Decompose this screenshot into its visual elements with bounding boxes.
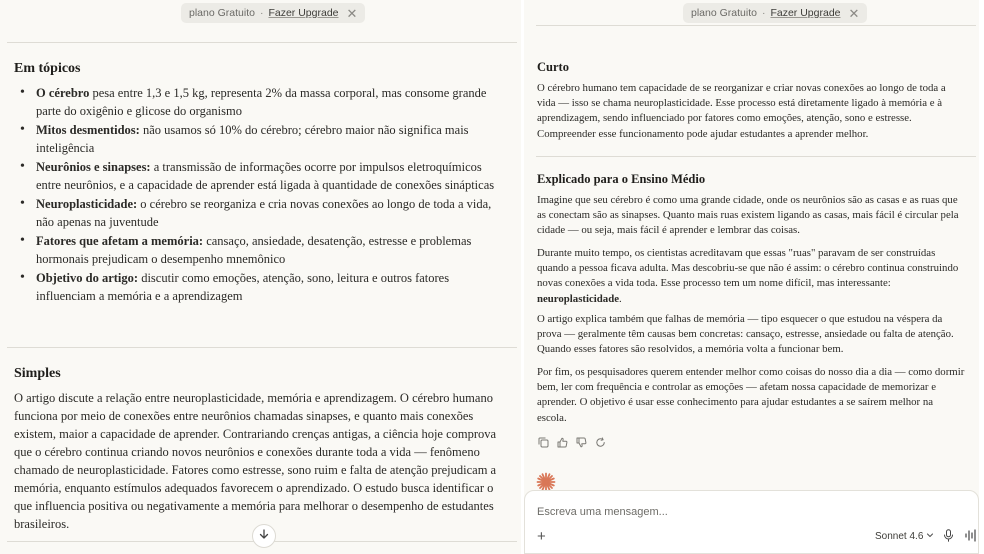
divider	[7, 42, 517, 43]
list-item	[14, 158, 509, 194]
list-item-label: O cérebro	[36, 86, 90, 100]
topics-heading: Em tópicos	[14, 61, 81, 76]
short-heading: Curto	[537, 60, 569, 74]
high-school-paragraph-4: Por fim, os pesquisadores querem entender melhor como coisas do nosso dia a dia — como dormir bem, ler com frequência e controlar as emoções — afetam nossa capacidade de memorizar e aprender. O objetivo é usar esse conhecimento para ajudar estudantes a se saírem melhor na escola.	[537, 366, 965, 424]
plan-separator: ·	[259, 7, 264, 19]
retry-icon[interactable]	[594, 436, 606, 448]
microphone-icon[interactable]	[943, 529, 954, 547]
close-icon[interactable]: ✕	[848, 5, 860, 21]
high-school-heading: Explicado para o Ensino Médio	[537, 172, 706, 186]
plus-icon[interactable]: +	[537, 528, 546, 545]
right-chat-pane	[524, 0, 979, 554]
spark-logo-icon	[536, 472, 556, 492]
divider	[7, 347, 517, 348]
simple-heading: Simples	[14, 366, 61, 381]
copy-icon[interactable]	[537, 436, 549, 448]
plan-label: plano Gratuito	[189, 7, 255, 19]
divider	[536, 156, 976, 157]
list-item-text: cansaço, ansiedade, desatenção, estresse e problemas hormonais prejudicam o desempenho mnemônico	[36, 234, 472, 266]
message-input[interactable]: Escreva uma mensagem...	[537, 506, 668, 518]
high-school-paragraph-3: O artigo explica também que falhas de memória — tipo esquecer o que estudou na véspera da prova — geralmente têm causas bem concretas: cansaço, estresse, ansiedade ou falta de atenção. Quando esses fatores são resolvidos, a memória volta a funcionar bem.	[537, 313, 954, 356]
plan-banner	[181, 3, 365, 23]
upgrade-link[interactable]: Fazer Upgrade	[770, 7, 841, 19]
list-item-label: Fatores que afetam a memória:	[36, 234, 204, 248]
divider	[536, 25, 976, 26]
window-edge	[979, 0, 984, 554]
topics-list	[14, 84, 509, 306]
list-item-text: discutir como emoções, atenção, sono, leitura e outros fatores influenciam a memória e a aprendizagem	[36, 271, 450, 303]
list-item-text: pesa entre 1,3 e 1,5 kg, representa 2% da massa corporal, mas consome grande parte do oxigênio e glicose do organismo	[36, 86, 487, 118]
list-item	[14, 121, 509, 157]
plan-separator: ·	[761, 7, 766, 19]
list-item-text: não usamos só 10% do cérebro; cérebro maior não significa mais inteligência	[36, 123, 469, 155]
list-item-label: Neuroplasticidade:	[36, 197, 138, 211]
list-item	[14, 195, 509, 231]
list-item-label: Objetivo do artigo:	[36, 271, 139, 285]
high-school-paragraph-2	[537, 246, 965, 307]
upgrade-link[interactable]: Fazer Upgrade	[268, 7, 339, 19]
message-actions	[537, 436, 606, 448]
scroll-down-button[interactable]	[252, 524, 276, 548]
list-item	[14, 269, 509, 305]
model-selector[interactable]	[875, 531, 934, 542]
paragraph-end: .	[619, 292, 622, 305]
list-item	[14, 232, 509, 268]
model-label: Sonnet 4.6	[875, 531, 924, 542]
paragraph-bold-term: neuroplasticidade	[537, 292, 619, 305]
thumbs-down-icon[interactable]	[575, 436, 587, 448]
simple-paragraph: O artigo discute a relação entre neuroplasticidade, memória e aprendizagem. O cérebro humano funciona por meio de conexões entre neurônios chamadas sinapses, e quanto mais conexões existem, maior a capacidade de aprender. Contrariando crenças antigas, a ciência hoje comprova que o cérebro continua criando novos neurônios e conexões durante toda a vida — fenômeno chamado de neuroplasticidade. Fatores como estresse, sono ruim e falta de atenção prejudicam a memória, enquanto estímulos adequados favorecem o aprendizado. O estudo busca identificar o que influencia positiva ou negativamente a memória para melhorar o desempenho de estudantes brasileiros.	[14, 391, 497, 531]
list-item	[14, 84, 509, 120]
voice-wave-icon[interactable]	[965, 529, 977, 547]
list-item-text: a transmissão de informações ocorre por impulsos eletroquímicos entre neurônios, e a capacidade de aprender está ligada à quantidade de conexões sinápticas	[36, 160, 495, 192]
arrow-down-icon	[258, 527, 270, 545]
close-icon[interactable]: ✕	[346, 5, 358, 21]
high-school-paragraph-1: Imagine que seu cérebro é como uma grande cidade, onde os neurônios são as casas e as ruas que as conectam são as sinapses. Quanto mais ruas existem ligando as casas, mais fácil é circular pela cidade — ou seja, mais fácil é aprender e lembrar das coisas.	[537, 194, 959, 237]
plan-label: plano Gratuito	[691, 7, 757, 19]
plan-banner	[683, 3, 867, 23]
chevron-down-icon	[926, 531, 934, 542]
thumbs-up-icon[interactable]	[556, 436, 568, 448]
short-paragraph: O cérebro humano tem capacidade de se reorganizar e criar novas conexões ao longo de toda a vida — isso se chama neuroplasticidade. Esse processo está diretamente ligado à memória e à aprendizagem, sendo influenciado por fatores como emoções, atenção, sono e estresse. Compreender esse funcionamento pode ajudar estudantes a aprender melhor.	[537, 82, 946, 140]
paragraph-text: Durante muito tempo, os cientistas acreditavam que essas "ruas" paravam de ser construídas quando a pessoa ficava adulta. Mas descobriu-se que não é assim: o cérebro continua construindo novas conexões a vida toda. Esse processo tem um nome difícil, mas interessante:	[537, 247, 959, 290]
list-item-label: Neurônios e sinapses:	[36, 160, 151, 174]
list-item-label: Mitos desmentidos:	[36, 123, 140, 137]
list-item-text: o cérebro se reorganiza e cria novas conexões ao longo de toda a vida, não apenas na juventude	[36, 197, 492, 229]
message-composer[interactable]	[524, 490, 979, 554]
